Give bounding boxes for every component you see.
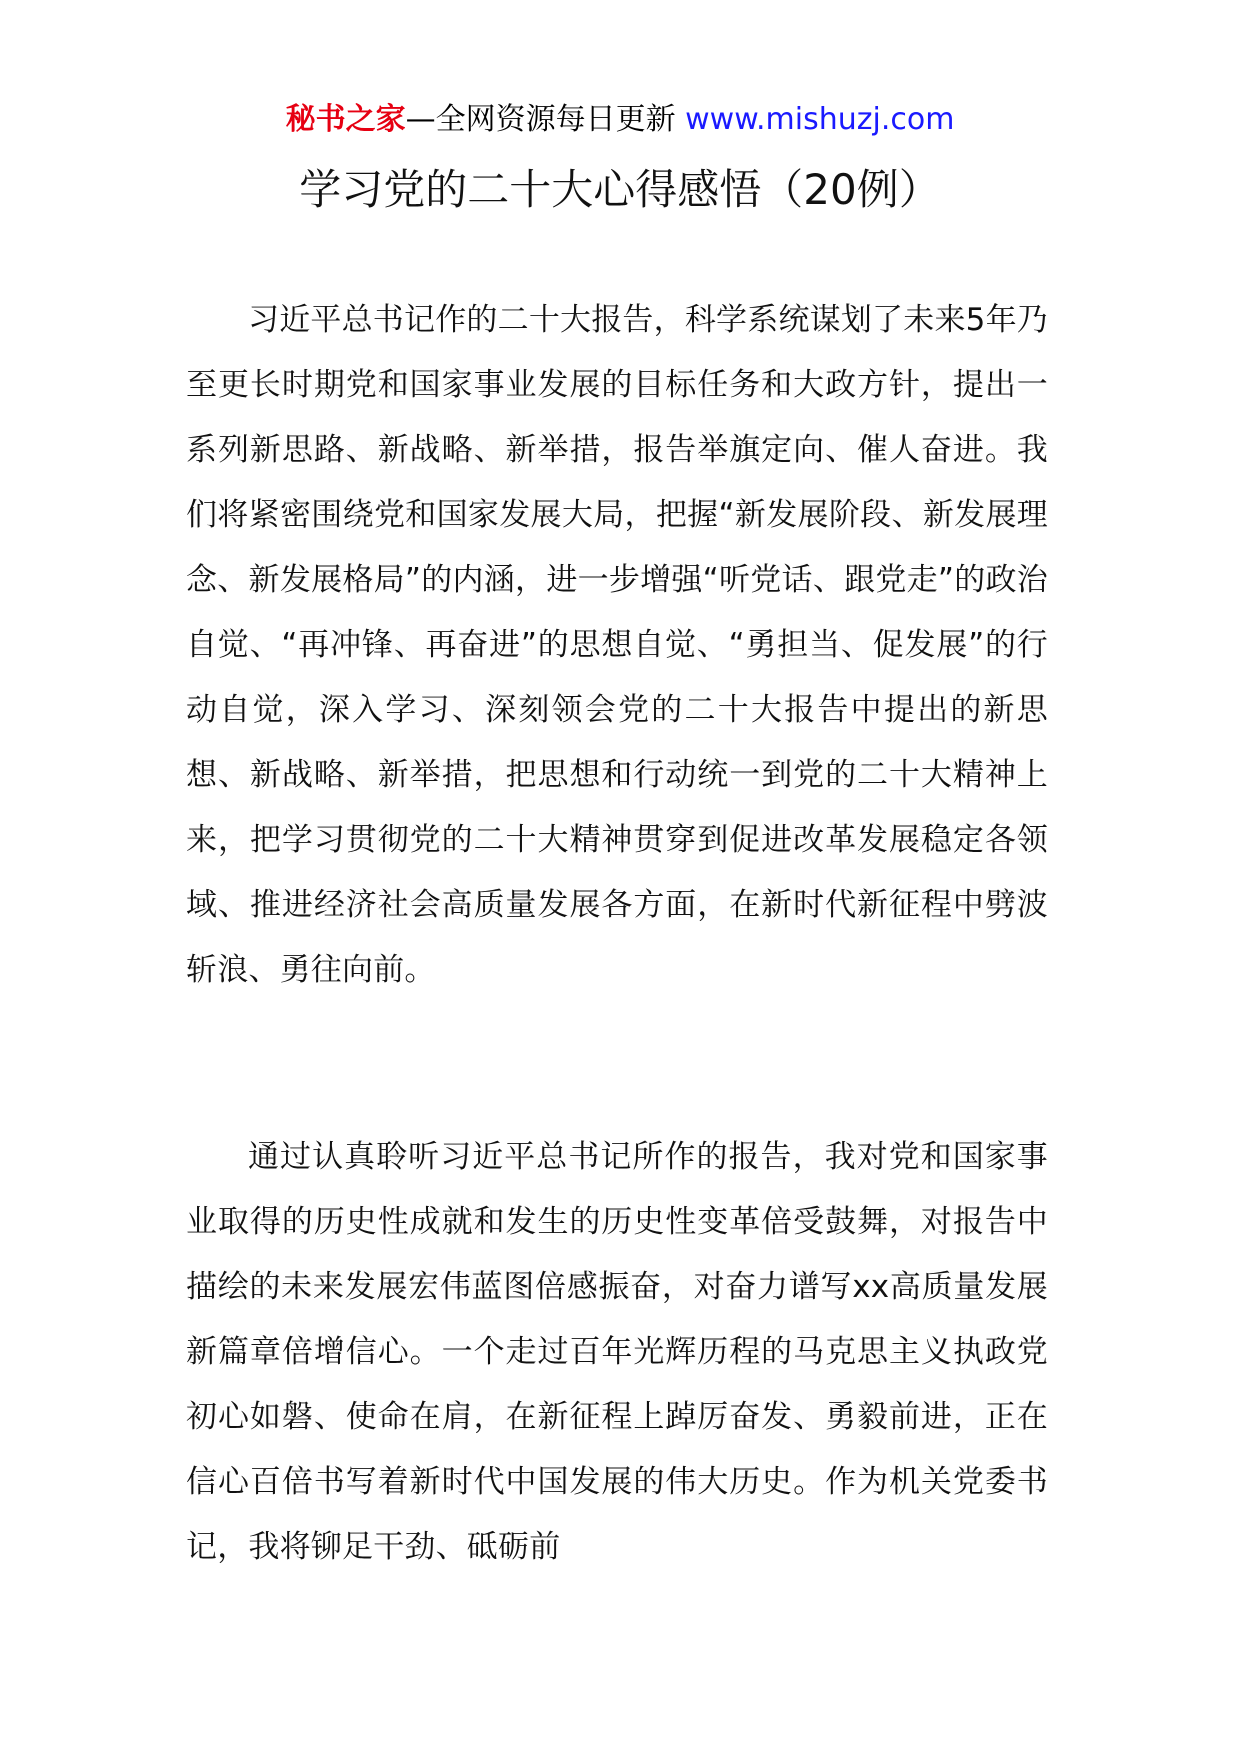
site-header [0,98,1240,142]
body-paragraph-1: 习近平总书记作的二十大报告，科学系统谋划了未来5年乃至更长时期党和国家事业发展的目标任务和大政方针，提出一系列新思路、新战略、新举措，报告举旗定向、催人奋进。我们将紧密围绕党和国家发展大局，把握“新发展阶段、新发展理念、新发展格局”的内涵，进一步增强“听党话、跟党走”的政治自觉、“再冲锋、再奋进”的思想自觉、“勇担当、促发展”的行动自觉，深入学习、深刻领会党的二十大报告中提出的新思想、新战略、新举措，把思想和行动统一到党的二十大精神上来，把学习贯彻党的二十大精神贯穿到促进改革发展稳定各领域、推进经济社会高质量发展各方面，在新时代新征程中劈波斩浪、勇往向前。 [186,302,1048,988]
header-tagline: —全网资源每日更新 [405,102,676,137]
brand-name: 秘书之家 [285,102,406,137]
document-title: 学习党的二十大心得感悟（20例） [299,165,941,214]
site-url-link[interactable]: www.mishuzj.com [685,102,955,137]
body-paragraph-2: 通过认真聆听习近平总书记所作的报告，我对党和国家事业取得的历史性成就和发生的历史性变革倍受鼓舞，对报告中描绘的未来发展宏伟蓝图倍感振奋，对奋力谱写xx高质量发展新篇章倍增信心。一个走过百年光辉历程的马克思主义执政党初心如磐、使命在肩，在新征程上踔厉奋发、勇毅前进，正在信心百倍书写着新时代中国发展的伟大历史。作为机关党委书记，我将铆足干劲、砥砺前 [186,1139,1048,1565]
